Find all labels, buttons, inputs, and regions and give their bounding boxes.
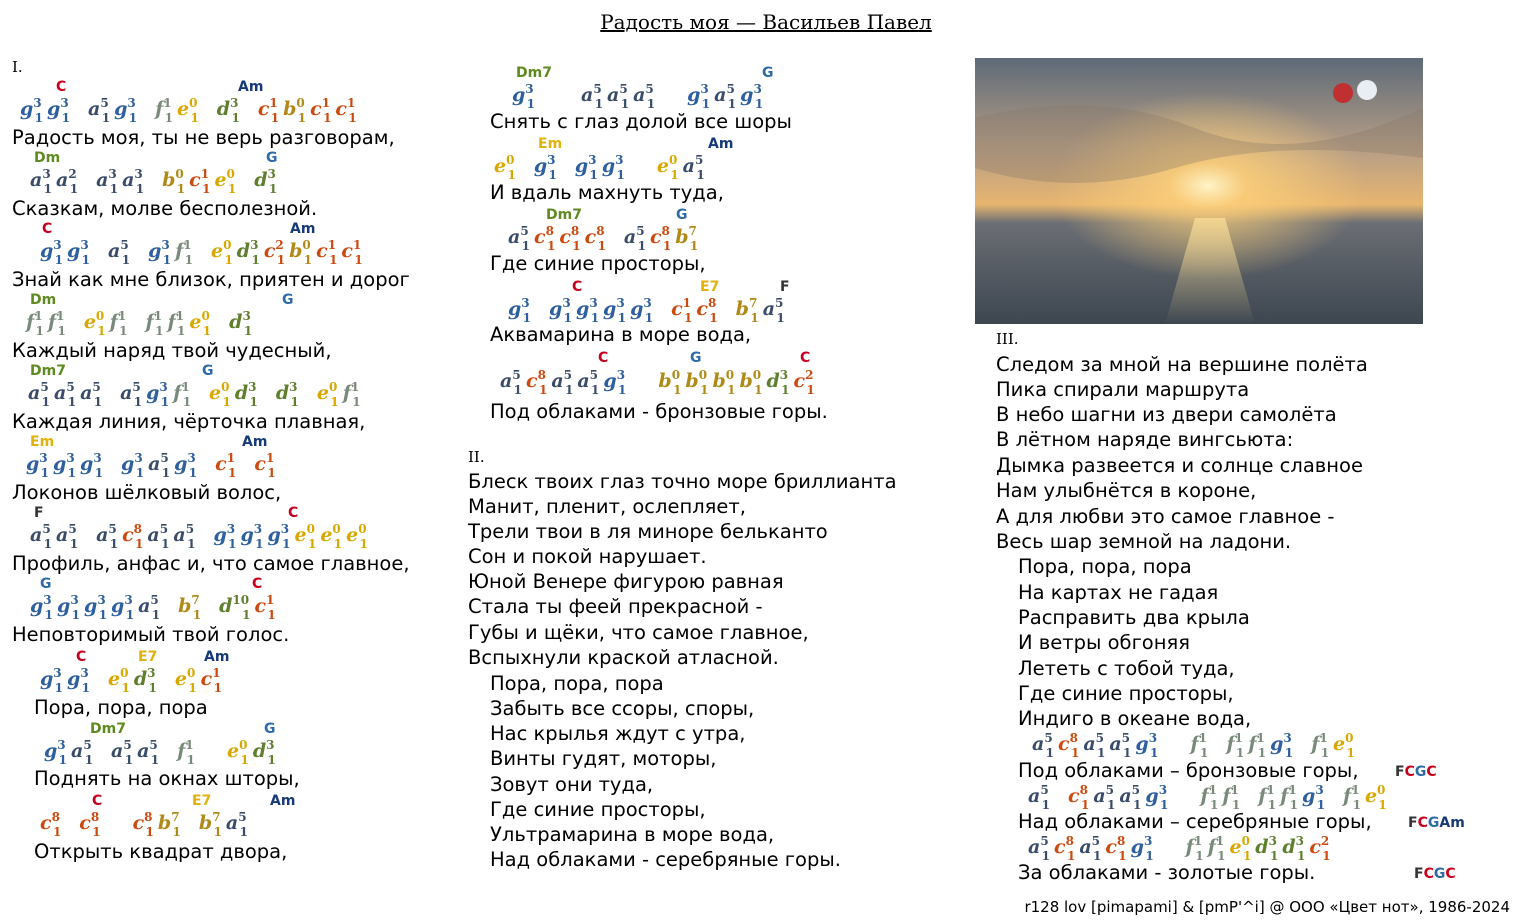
lyric-line: Над облаками – серебряные горы, bbox=[1018, 810, 1372, 833]
chord-label: C bbox=[92, 793, 103, 809]
chord-label: G bbox=[202, 363, 214, 379]
lyric-line: Вспыхнули краской атласной. bbox=[468, 646, 779, 669]
lyric-line: Снять с глаз долой все шоры bbox=[490, 110, 792, 133]
lyric-line: Блеск твоих глаз точно море бриллианта bbox=[468, 470, 897, 493]
note-row: $a^5_1$ $c^8_1$ $a^5_1$ $a^5_1$ $g^3_1$ $b^0_1$ $b^0_1$ $b^0_1$ $b^0_1$ $d^3_1$ $c^2_1$ bbox=[500, 368, 815, 398]
note-row: $a^3_1$ $a^2_1$ $a^3_1$ $a^3_1$ $b^0_1$ $c^1_1$ $e^0_1$ $d^3_1$ bbox=[30, 167, 278, 197]
lyric-line: Под облаками – бронзовые горы, bbox=[1018, 759, 1359, 782]
tail-chords-3: FCGC bbox=[1414, 866, 1456, 882]
chord-label: Am bbox=[204, 649, 230, 665]
chord-label: G bbox=[40, 576, 52, 592]
lyric-line: Поднять на окнах шторы, bbox=[34, 767, 300, 790]
lyric-line: Зовут они туда, bbox=[490, 773, 654, 796]
chord-label: Dm bbox=[30, 292, 57, 308]
lyric-line: Где синие просторы, bbox=[1018, 682, 1234, 705]
tail-chords-1: FCGC bbox=[1395, 764, 1437, 780]
lyric-line: Знай как мне близок, приятен и дорог bbox=[12, 268, 410, 291]
chord-label: C bbox=[76, 649, 87, 665]
section-1-label: I. bbox=[12, 58, 23, 76]
note-row: $g^3_1$ $g^3_1$ $e^0_1$ $d^3_1$ $e^0_1$ $c^1_1$ bbox=[40, 666, 222, 696]
lyric-line: Над облаками - серебряные горы. bbox=[490, 848, 841, 871]
lyric-line: Радость моя, ты не верь разговорам, bbox=[12, 126, 395, 149]
lyric-line: А для любви это самое главное - bbox=[996, 505, 1335, 528]
lyric-line: Дымка развеется и солнце славное bbox=[996, 454, 1363, 477]
note-row: $a^5_1$ $a^5_1$ $a^5_1$ $a^5_1$ $g^3_1$ $f^1_1$ $e^0_1$ $d^3_1$ $d^3_1$ $e^0_1$ $f^1_1$ bbox=[28, 380, 361, 410]
section-2-label: II. bbox=[468, 448, 485, 466]
lyric-line: Под облаками - бронзовые горы. bbox=[490, 400, 828, 423]
lyric-line: Забыть все ссоры, споры, bbox=[490, 697, 755, 720]
chord-label: E7 bbox=[700, 279, 720, 295]
lyric-line: Где синие просторы, bbox=[490, 798, 706, 821]
chord-label: Dm7 bbox=[546, 207, 582, 223]
chord-label: C bbox=[56, 79, 67, 95]
lyric-line: Пика спирали маршрута bbox=[996, 378, 1250, 401]
lyric-line: Неповторимый твой голос. bbox=[12, 623, 290, 646]
chord-label: G bbox=[762, 65, 774, 81]
lyric-line: Открыть квадрат двора, bbox=[34, 840, 288, 863]
lyric-line: И вдаль махнуть туда, bbox=[490, 181, 724, 204]
lyric-line: Ультрамарина в море вода, bbox=[490, 823, 775, 846]
chord-label: G bbox=[282, 292, 294, 308]
lyric-line: Губы и щёки, что самое главное, bbox=[468, 621, 809, 644]
note-row: $g^3_1$ $g^3_1$ $a^5_1$ $g^3_1$ $f^1_1$ $e^0_1$ $d^3_1$ $c^2_1$ $b^0_1$ $c^1_1$ $c^1_1$ bbox=[40, 238, 363, 268]
lyric-line: Нам улыбнётся в короне, bbox=[996, 479, 1257, 502]
lyric-line: В небо шагни из двери самолёта bbox=[996, 403, 1337, 426]
chord-label: G bbox=[676, 207, 688, 223]
lyric-line: Следом за мной на вершине полёта bbox=[996, 353, 1368, 376]
lyric-line: Весь шар земной на ладони. bbox=[996, 530, 1292, 553]
lyric-line: Аквамарина в море вода, bbox=[490, 323, 752, 346]
sunset-sea-photo bbox=[975, 58, 1423, 324]
lyric-line: Каждый наряд твой чудесный, bbox=[12, 339, 332, 362]
chord-label: Am bbox=[270, 793, 296, 809]
lyric-line: Каждая линия, чёрточка плавная, bbox=[12, 410, 366, 433]
lyric-line: Винты гудят, моторы, bbox=[490, 747, 717, 770]
chord-label: E7 bbox=[192, 793, 212, 809]
lyric-line: Индиго в океане вода, bbox=[1018, 707, 1252, 730]
lyric-line: Расправить два крыла bbox=[1018, 606, 1250, 629]
chord-label: C bbox=[252, 576, 263, 592]
note-row: $g^3_1$ $g^3_1$ $g^3_1$ $g^3_1$ $g^3_1$ $c^1_1$ $c^8_1$ $b^7_1$ $a^5_1$ bbox=[508, 296, 785, 326]
note-row: $g^3_1$ $g^3_1$ $g^3_1$ $g^3_1$ $a^5_1$ $b^7_1$ $d^{10}_1$ $c^1_1$ bbox=[30, 593, 276, 623]
chord-label: E7 bbox=[138, 649, 158, 665]
chord-label: G bbox=[690, 350, 702, 366]
chord-label: F bbox=[780, 279, 790, 295]
lyric-line: Трели твои в ля миноре бельканто bbox=[468, 520, 828, 543]
note-row: $f^1_1$ $f^1_1$ $e^0_1$ $f^1_1$ $f^1_1$ $f^1_1$ $e^0_1$ $d^3_1$ bbox=[26, 309, 253, 339]
chord-label: Dm7 bbox=[30, 363, 66, 379]
tail-chords-2: FCGAm bbox=[1408, 815, 1465, 831]
lyric-line: В лётном наряде вингсьюта: bbox=[996, 428, 1294, 451]
lyric-line: Юной Венере фигурою равная bbox=[468, 570, 784, 593]
note-row: $g^3_1$ $g^3_1$ $a^5_1$ $g^3_1$ $f^1_1$ $e^0_1$ $d^3_1$ $c^1_1$ $b^0_1$ $c^1_1$ $c^1_1$ bbox=[20, 96, 357, 126]
copyright-footer: r128 lov [pimapami] & [pmP'^i] @ ООО «Цвет нот», 1986-2024 bbox=[1024, 898, 1510, 916]
chord-label: C bbox=[800, 350, 811, 366]
chord-label: Am bbox=[708, 136, 734, 152]
note-row: $a^5_1$ $a^5_1$ $a^5_1$ $c^8_1$ $a^5_1$ $a^5_1$ $g^3_1$ $g^3_1$ $g^3_1$ $e^0_1$ $e^0_1$ $e^0_1$ bbox=[30, 522, 368, 552]
lyric-line: Пора, пора, пора bbox=[490, 672, 664, 695]
lyric-line: На картах не гадая bbox=[1018, 581, 1219, 604]
note-row: $e^0_1$ $g^3_1$ $g^3_1$ $g^3_1$ $e^0_1$ $a^5_1$ bbox=[494, 153, 705, 183]
chord-label: Am bbox=[242, 434, 268, 450]
chord-label: Dm7 bbox=[90, 721, 126, 737]
lyric-line: За облаками - золотые горы. bbox=[1018, 861, 1316, 884]
lyric-line: Нас крылья ждут с утра, bbox=[490, 722, 746, 745]
chord-label: C bbox=[288, 505, 299, 521]
lyric-line: Пора, пора, пора bbox=[1018, 555, 1192, 578]
chord-label: Am bbox=[290, 221, 316, 237]
lyric-line: Манит, пленит, ослепляет, bbox=[468, 495, 746, 518]
chord-label: C bbox=[42, 221, 53, 237]
lyric-line: Профиль, анфас и, что самое главное, bbox=[12, 552, 410, 575]
note-row: $a^5_1$ $c^8_1$ $c^8_1$ $c^8_1$ $a^5_1$ $c^8_1$ $b^7_1$ bbox=[508, 224, 699, 254]
note-row: $g^3_1$ $g^3_1$ $g^3_1$ $g^3_1$ $a^5_1$ $g^3_1$ $c^1_1$ $c^1_1$ bbox=[26, 451, 276, 481]
chord-label: C bbox=[598, 350, 609, 366]
lyric-line: Стала ты феей прекрасной - bbox=[468, 595, 763, 618]
page-title: Радость моя — Васильев Павел bbox=[600, 10, 932, 34]
lyric-line: И ветры обгоняя bbox=[1018, 631, 1190, 654]
section-3-label: III. bbox=[996, 330, 1019, 348]
lyric-line: Лететь с тобой туда, bbox=[1018, 657, 1235, 680]
note-row: $a^5_1$ $c^8_1$ $a^5_1$ $c^8_1$ $g^3_1$ $f^1_1$ $f^1_1$ $e^0_1$ $d^3_1$ $d^3_1$ $c^2_1$ bbox=[1028, 834, 1331, 864]
chord-label: Am bbox=[238, 79, 264, 95]
lyric-line: Сон и покой нарушает. bbox=[468, 545, 707, 568]
lyric-line: Сказкам, молве бесполезной. bbox=[12, 197, 318, 220]
chord-label: Em bbox=[30, 434, 55, 450]
chord-label: Em bbox=[538, 136, 563, 152]
chord-label: G bbox=[264, 721, 276, 737]
sunset-image bbox=[975, 58, 1423, 324]
lyric-line: Локонов шёлковый волос, bbox=[12, 481, 282, 504]
lyric-line: Где синие просторы, bbox=[490, 252, 706, 275]
note-row: $g^3_1$ $a^5_1$ $a^5_1$ $a^5_1$ $g^3_1$ $a^5_1$ $g^3_1$ bbox=[512, 82, 764, 112]
lyric-line: Пора, пора, пора bbox=[34, 696, 208, 719]
chord-label: F bbox=[34, 505, 44, 521]
chord-label: C bbox=[572, 279, 583, 295]
chord-label: G bbox=[266, 150, 278, 166]
chord-label: Dm bbox=[34, 150, 61, 166]
note-row: $c^8_1$ $c^8_1$ $c^8_1$ $b^7_1$ $b^7_1$ $a^5_1$ bbox=[40, 810, 248, 840]
note-row: $a^5_1$ $c^8_1$ $a^5_1$ $a^5_1$ $g^3_1$ $f^1_1$ $f^1_1$ $f^1_1$ $g^3_1$ $f^1_1$ $e^0_1$ bbox=[1032, 731, 1355, 761]
chord-label: Dm7 bbox=[516, 65, 552, 81]
note-row: $g^3_1$ $a^5_1$ $a^5_1$ $a^5_1$ $f^1_1$ $e^0_1$ $d^3_1$ bbox=[44, 738, 276, 768]
note-row: $a^5_1$ $c^8_1$ $a^5_1$ $a^5_1$ $g^3_1$ $f^1_1$ $f^1_1$ $f^1_1$ $f^1_1$ $g^3_1$ $f^1_1$ $e^0_1$ bbox=[1028, 783, 1387, 813]
